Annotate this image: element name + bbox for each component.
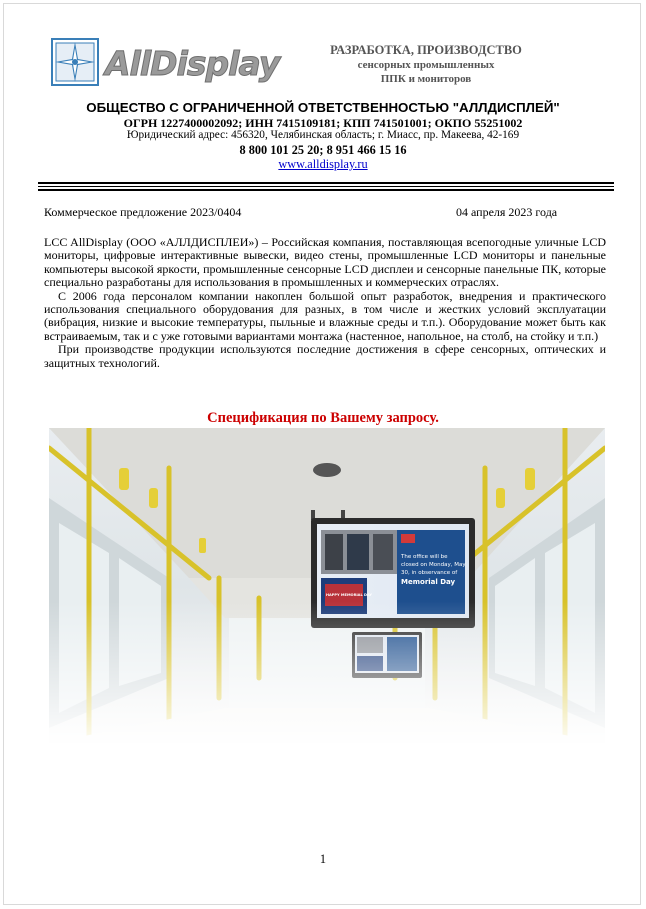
logo-wordmark: AllDisplay: [105, 44, 280, 83]
page-number: 1: [319, 852, 327, 866]
company-registration: ОГРН 1227400002092; ИНН 7415109181; КПП 741501001; ОКПО 55251002: [123, 116, 523, 130]
company-website-link[interactable]: www.alldisplay.ru: [278, 157, 368, 171]
company-address: Юридический адрес: 456320, Челябинская область; г. Миасс, пр. Макеева, 42-169: [126, 129, 520, 141]
bus-interior-photo: [49, 428, 605, 743]
intro-paragraph-2: С 2006 года персоналом компании накоплен большой опыт разработок, внедрения и практического использования специального оборудования для разных, в том числе и жестких условий эксплуатации (вибрация, низкие и высокие температуры, пыльные и влажные среды и т.п.). Оборудование может быть как встраиваемым, так и с уже готовыми вариантами монтажа (настенное, напольное, на столб, на стойку и т.п.): [44, 288, 606, 343]
company-phones: 8 800 101 25 20; 8 951 466 15 16: [239, 143, 407, 157]
intro-text: [44, 236, 606, 370]
alldisplay-logo: [51, 38, 280, 90]
tagline-line-3: ППК и мониторов: [380, 73, 472, 85]
header-divider: [38, 182, 614, 191]
company-tagline: [316, 43, 536, 86]
tagline-line-2: сенсорных промышленных: [357, 59, 495, 71]
tagline-line-1: РАЗРАБОТКА, ПРОИЗВОДСТВО: [330, 43, 522, 57]
offer-number: Коммерческое предложение 2023/0404: [44, 205, 242, 219]
company-name: ОБЩЕСТВО С ОГРАНИЧЕННОЙ ОТВЕТСТВЕННОСТЬЮ "АЛЛДИСПЛЕЙ": [86, 100, 560, 115]
offer-date: 04 апреля 2023 года: [456, 205, 558, 219]
intro-paragraph-3: При производстве продукции используются последние достижения в сфере сенсорных, оптических и защитных технологий.: [44, 342, 606, 370]
spec-heading: Спецификация по Вашему запросу.: [207, 410, 439, 426]
intro-paragraph-1: LCC AllDisplay (ООО «АЛЛДИСПЛЕИ») – Российская компания, поставляющая всепогодные уличные LCD мониторы, цифровые интерактивные вывески, видео стены, промышленные LCD мониторы и панельные компьютеры высокой яркости, промышленные сенсорные LCD дисплеи и сенсорные панельные ПК, которые специально разработаны для использования в промышленных и коммерческих отраслях.: [44, 235, 606, 290]
